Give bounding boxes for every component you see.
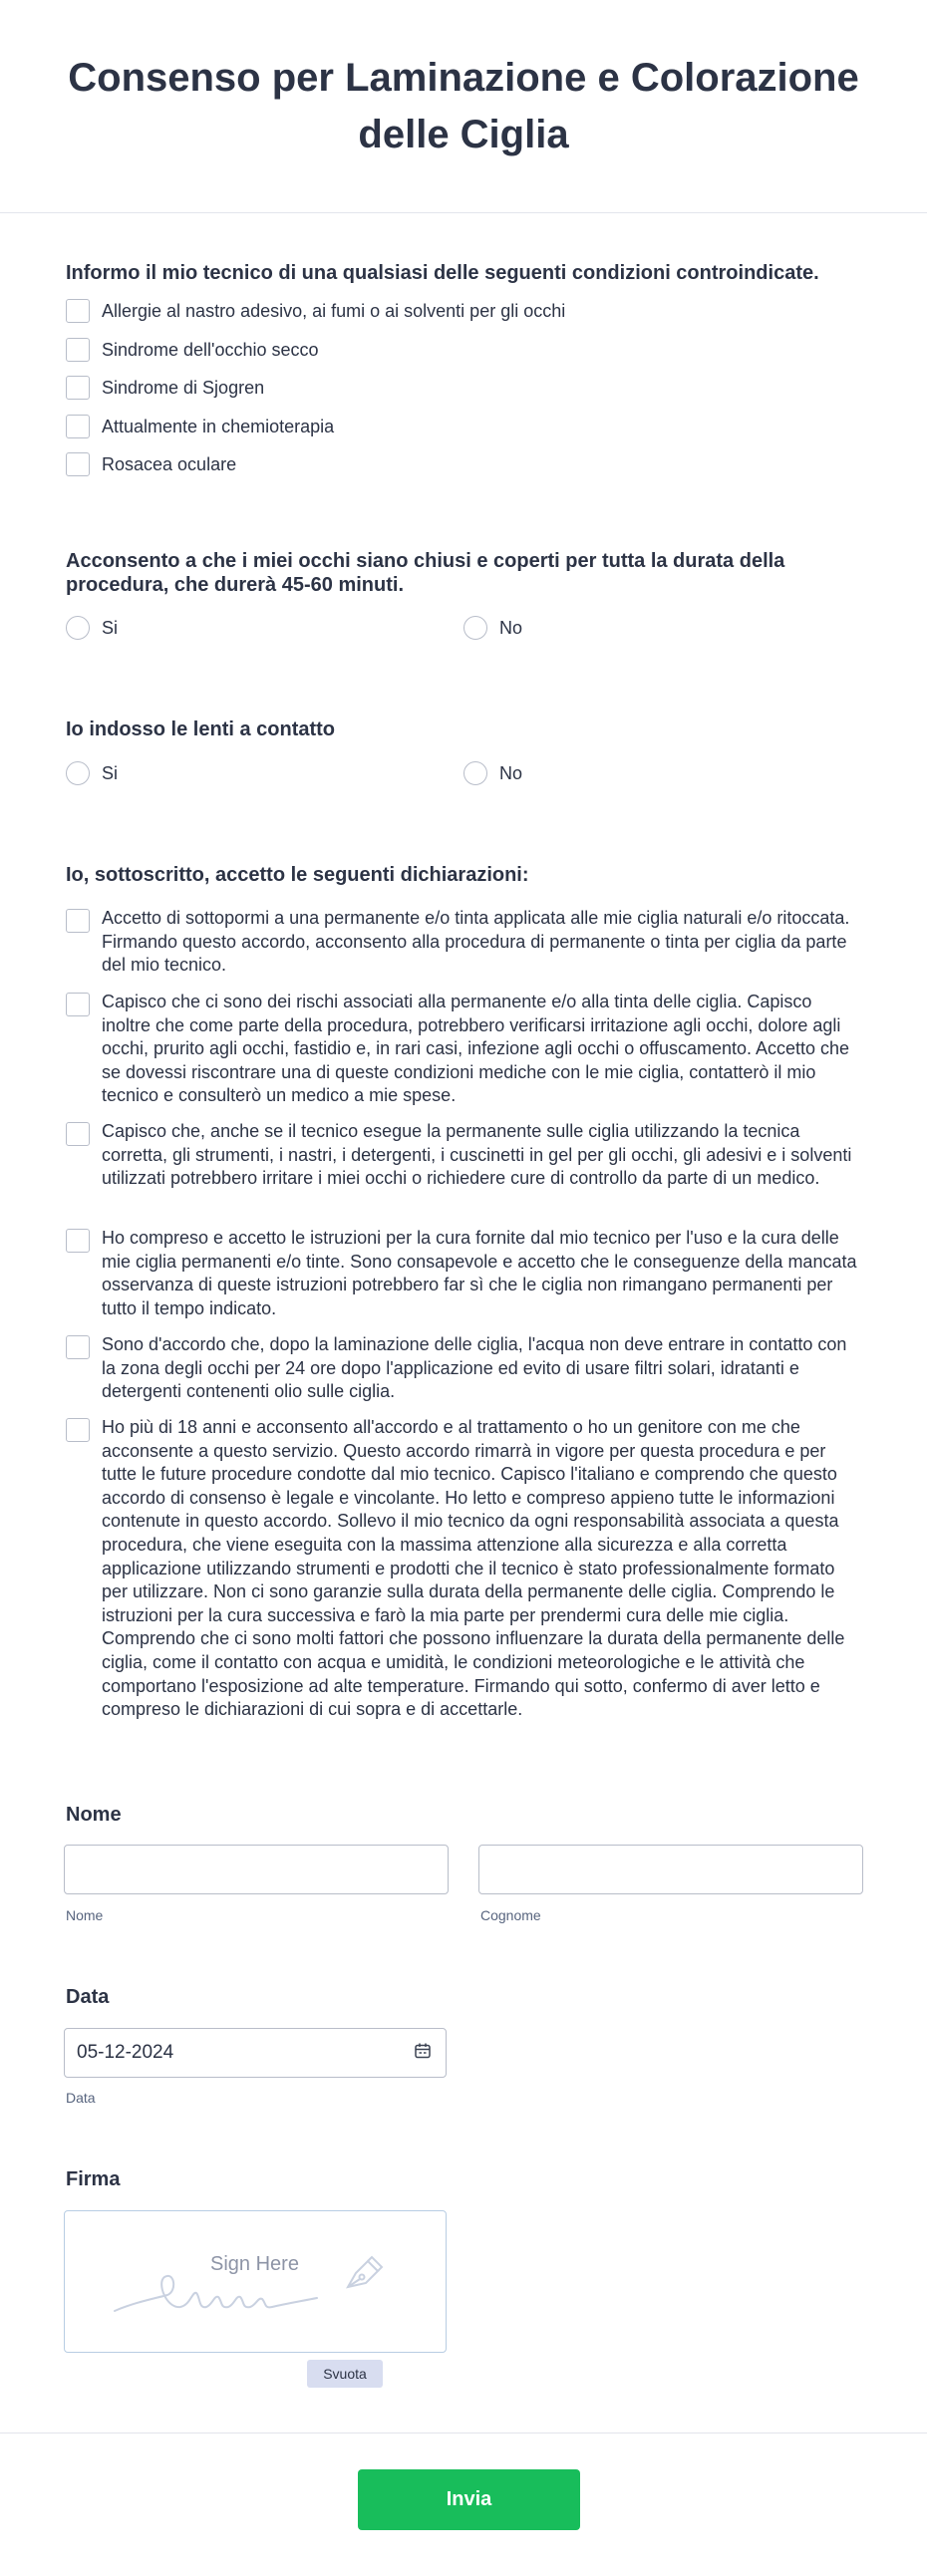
radio-button[interactable] (464, 616, 487, 640)
contacts-option-no[interactable] (464, 761, 861, 785)
radio-button[interactable] (66, 616, 90, 640)
declaration-checkbox[interactable] (66, 993, 90, 1016)
name-label: Nome (66, 1804, 122, 1826)
date-value: 05-12-2024 (77, 2042, 174, 2063)
declaration-checkbox[interactable] (66, 1335, 90, 1359)
radio-label: No (499, 762, 523, 783)
declaration-text: Ho più di 18 anni e acconsento all'accordo e al trattamento o ho un genitore con me che acconsente a questo servizio. Questo accordo rimarrà in vigore per questa procedura e per tutte le future procedure condotte dal mio tecnico. Capisco l'italiano e comprendo che questo accordo di consenso è legale e vincolante. Ho letto e compreso appieno tutte le informazioni contenute in questo accordo. Sollevo il mio tecnico da ogni responsabilità associata a questa procedura, che viene eseguita con la massima attenzione alla sicurezza e alla corretta applicazione utilizzando strumenti e prodotti che il tecnico è stato professionalmente formato per utilizzare. Non ci sono garanzie sulla durata della permanente delle ciglia. Comprendo le istruzioni per la cura successiva e farò la mia parte per prendermi cura delle mie ciglia. Comprendo che ci sono molti fattori che possono influenzare la durata della permanente delle ciglia, come il contatto con acqua e umidità, le condizioni meteorologiche e le attività che comportano l'esposizione ad alte temperature. Firmando qui sotto, confermo di aver letto e compreso le dichiarazioni di cui sopra e di accettarle. (102, 1417, 845, 1720)
condition-checkbox[interactable] (66, 338, 90, 362)
radio-label: Si (102, 762, 119, 783)
condition-option[interactable] (66, 338, 861, 377)
declaration-checkbox[interactable] (66, 1122, 90, 1146)
radio-label: Si (102, 617, 119, 638)
contacts-option-si[interactable] (66, 761, 464, 785)
form-footer (0, 2433, 927, 2576)
condition-checkbox[interactable] (66, 376, 90, 400)
clear-signature-button[interactable]: Svuota (307, 2360, 383, 2388)
declaration-item[interactable] (66, 1416, 861, 1722)
signature-hint: Sign Here (210, 2253, 299, 2275)
condition-option[interactable] (66, 452, 861, 491)
eyes-closed-options (66, 616, 861, 640)
condition-checkbox[interactable] (66, 452, 90, 476)
submit-button[interactable]: Invia (358, 2469, 580, 2530)
condition-label: Rosacea oculare (102, 454, 237, 474)
declaration-checkbox[interactable] (66, 909, 90, 933)
condition-label: Sindrome dell'occhio secco (102, 339, 319, 360)
date-label: Data (66, 1986, 110, 2008)
eyes-closed-option-si[interactable] (66, 616, 464, 640)
declaration-checkbox[interactable] (66, 1229, 90, 1253)
contacts-section (0, 717, 927, 785)
eyes-closed-option-no[interactable] (464, 616, 861, 640)
first-name-sublabel: Nome (66, 1907, 104, 1923)
eyes-closed-section (0, 549, 927, 640)
condition-checkbox[interactable] (66, 299, 90, 323)
condition-label: Attualmente in chemioterapia (102, 416, 335, 436)
condition-option[interactable] (66, 299, 861, 338)
declaration-item[interactable] (66, 1333, 861, 1416)
date-input[interactable] (64, 2028, 447, 2078)
condition-option[interactable] (66, 376, 861, 415)
calendar-icon[interactable] (414, 2042, 432, 2065)
declaration-text: Sono d'accordo che, dopo la laminazione delle ciglia, l'acqua non deve entrare in contatto con la zona degli occhi per 24 ore dopo l'applicazione ed evito di usare filtri solari, idratanti e detergenti contenenti olio sulle ciglia. (102, 1334, 847, 1402)
condition-label: Sindrome di Sjogren (102, 378, 265, 398)
date-sublabel: Data (66, 2090, 96, 2106)
declaration-item[interactable] (66, 1227, 861, 1333)
radio-button[interactable] (464, 761, 487, 785)
contacts-options (66, 761, 861, 785)
contacts-question: Io indosso le lenti a contatto (66, 718, 336, 740)
declaration-text: Capisco che ci sono dei rischi associati alla permanente e/o alla tinta delle ciglia. Capisco inoltre che come parte della procedura, potrebbero verificarsi irritazione agli occhi, dolore agli occhi, prurito agli occhi, fastidio e, in rari casi, infezione agli occhi o offuscamento. Accetto che se dovessi riscontrare una di queste condizioni mediche con le mie ciglia, contatterò il mio tecnico e consulterò un medico a mie spese. (102, 992, 850, 1106)
last-name-input[interactable] (478, 1845, 863, 1894)
declaration-text: Ho compreso e accetto le istruzioni per la cura fornite dal mio tecnico per l'uso e la cura delle mie ciglia permanenti e/o tinte. Sono consapevole e accetto che le conseguenze della mancata osservanza di queste istruzioni potrebbero far sì che le ciglia non rimangano permanenti per tutto il tempo indicato. (102, 1228, 857, 1318)
condition-label: Allergie al nastro adesivo, ai fumi o ai solventi per gli occhi (102, 301, 566, 321)
declarations-section (0, 863, 927, 1722)
pen-icon (342, 2253, 386, 2293)
radio-label: No (499, 617, 523, 638)
declaration-item[interactable] (66, 907, 861, 991)
condition-checkbox[interactable] (66, 415, 90, 438)
first-name-input[interactable] (64, 1845, 449, 1894)
condition-option[interactable] (66, 415, 861, 453)
eyes-closed-question: Acconsento a che i miei occhi siano chiusi e coperti per tutta la durata della procedura, che durerà 45-60 minuti. (66, 550, 785, 596)
signature-pad[interactable] (64, 2210, 447, 2353)
declaration-text: Capisco che, anche se il tecnico esegue la permanente sulle ciglia utilizzando la tecnica corretta, gli strumenti, i nastri, i detergenti, i cuscinetti in gel per gli occhi, gli adesivi e i solventi utilizzati potrebbero irritare i miei occhi o richiedere cure di controllo da parte di un medico. (102, 1121, 852, 1189)
form-header (0, 0, 927, 213)
declaration-text: Accetto di sottopormi a una permanente e/o tinta applicata alle mie ciglia naturali e/o ritoccata. Firmando questo accordo, acconsento alla procedura di permanente o tinta per ciglia da parte del mio tecnico. (102, 908, 850, 976)
declarations-list (66, 907, 861, 1722)
conditions-question: Informo il mio tecnico di una qualsiasi delle seguenti condizioni controindicate. (66, 262, 819, 284)
conditions-list (66, 299, 861, 491)
declaration-item[interactable] (66, 991, 861, 1120)
declaration-checkbox[interactable] (66, 1418, 90, 1442)
radio-button[interactable] (66, 761, 90, 785)
last-name-sublabel: Cognome (480, 1907, 541, 1923)
conditions-section (0, 261, 927, 491)
signature-label: Firma (66, 2168, 121, 2190)
declarations-question: Io, sottoscritto, accetto le seguenti dichiarazioni: (66, 864, 529, 886)
form-title: Consenso per Laminazione e Colorazione delle Ciglia (68, 55, 859, 156)
declaration-item[interactable] (66, 1120, 861, 1227)
